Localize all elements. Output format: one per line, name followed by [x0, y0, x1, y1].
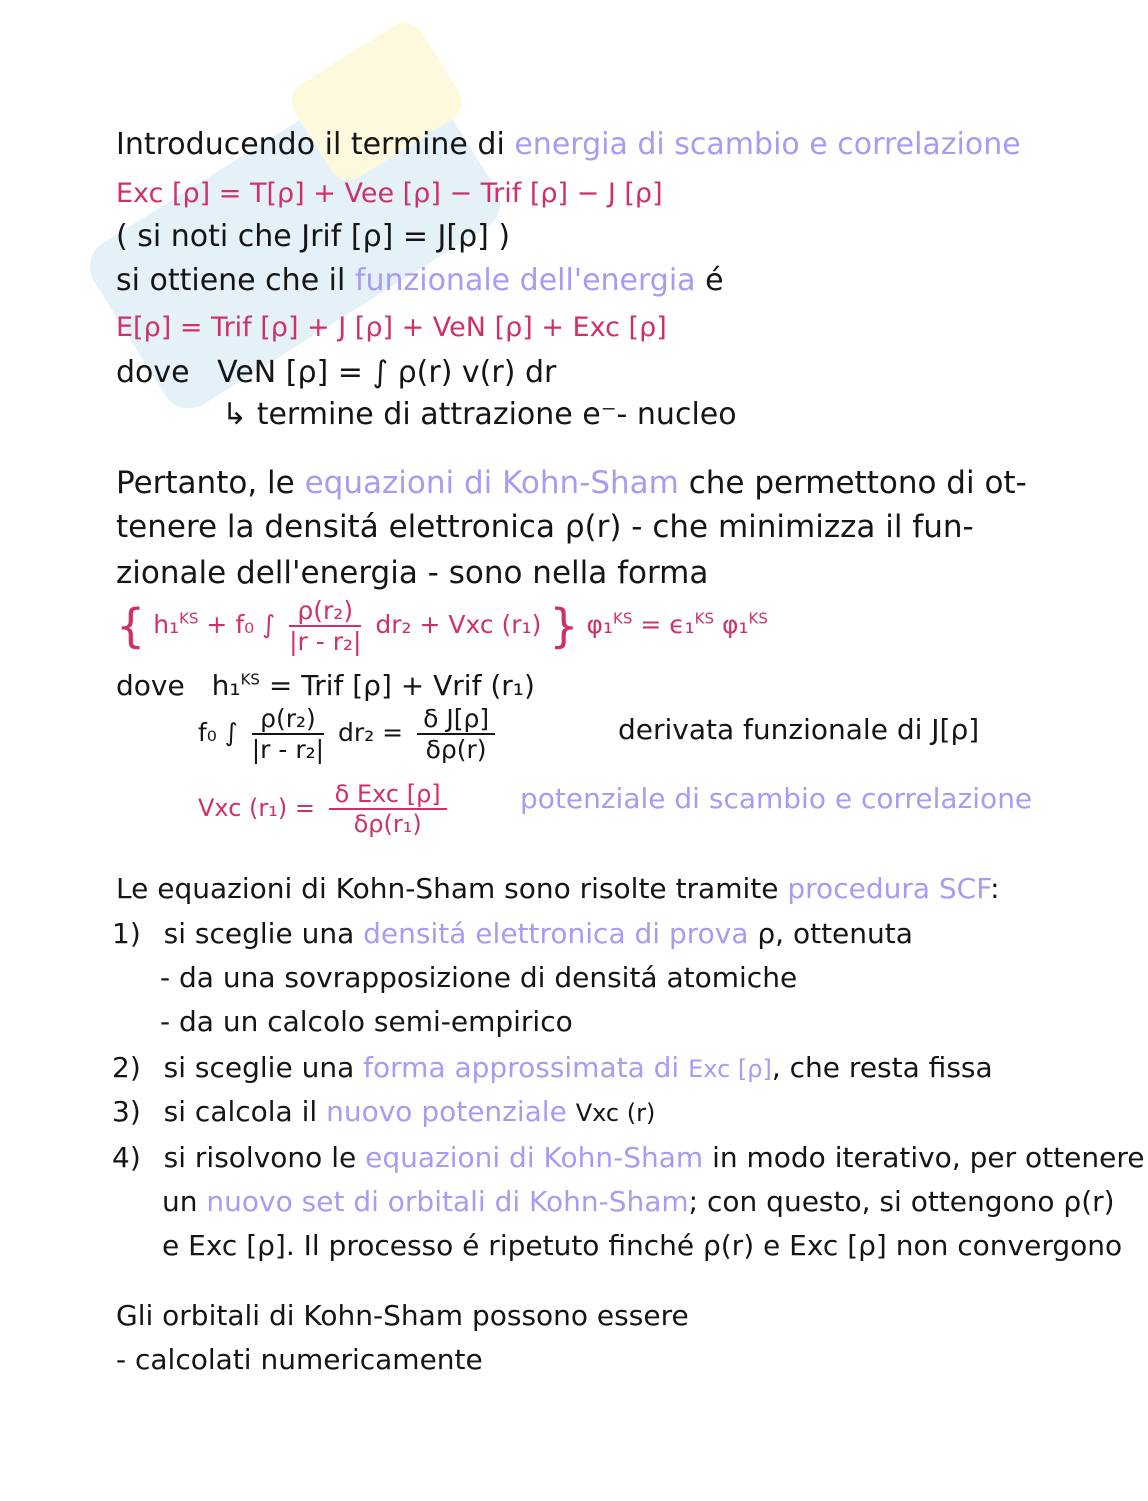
- step-4: 4) si risolvono le equazioni di Kohn-Sham in modo iterativo, per ottenere: [112, 1141, 1145, 1174]
- note-line: ( si noti che Jrif [ρ] = J[ρ] ): [116, 219, 511, 254]
- ks-intro-line-1: Pertanto, le equazioni di Kohn-Sham che permettono di ot-: [116, 465, 1027, 501]
- ks-equation: { h₁$^{KS}$ + f₀ ∫ $\frac{\text{ρ(r₂)}}{\text{|r - r₂|}}$ dr₂ + Vxc (r₁) } φ₁$^{KS}$ = ϵ₁$^{KS}$ φ₁$^{KS}$: [116, 596, 768, 656]
- step-4-line-3: e Exc [ρ]. Il processo é ripetuto finché ρ(r) e Exc [ρ] non convergono: [162, 1229, 1123, 1262]
- approx-form-highlight: forma approssimata di: [363, 1051, 680, 1084]
- orbitals-line: Gli orbitali di Kohn-Sham possono essere: [116, 1299, 689, 1332]
- step-1-option-1: - da una sovrapposizione di densitá atomiche: [160, 961, 798, 994]
- step-2: 2) si sceglie una forma approssimata di Exc [ρ], che resta fissa: [112, 1051, 993, 1084]
- step-1: 1) si sceglie una densitá elettronica di prova ρ, ottenuta: [112, 917, 913, 950]
- step-4-line-2: un nuovo set di orbitali di Kohn-Sham; con questo, si ottengono ρ(r): [162, 1185, 1115, 1218]
- step-1-option-2: - da un calcolo semi-empirico: [160, 1005, 573, 1038]
- trial-density-highlight: densitá elettronica di prova: [363, 917, 749, 950]
- new-orbitals-highlight: nuovo set di orbitali di Kohn-Sham: [206, 1185, 689, 1218]
- vxc-label: potenziale di scambio e correlazione: [520, 782, 1033, 815]
- step-3: 3) si calcola il nuovo potenziale Vxc (r): [112, 1095, 656, 1128]
- ks-equations-highlight-2: equazioni di Kohn-Sham: [365, 1141, 704, 1174]
- scf-intro: Le equazioni di Kohn-Sham sono risolte tramite procedura SCF:: [116, 872, 1000, 905]
- energy-functional-highlight: funzionale dell'energia: [354, 263, 696, 298]
- new-potential-highlight: nuovo potenziale: [326, 1095, 567, 1128]
- functional-line: si ottiene che il funzionale dell'energia é: [116, 263, 724, 298]
- ks-intro-line-3: zionale dell'energia - sono nella forma: [116, 555, 709, 591]
- intro-text: Introducendo il termine di: [116, 127, 505, 162]
- attraction-note: ↳ termine di attrazione e⁻- nucleo: [222, 397, 737, 432]
- ks-fraction: $\frac{\text{ρ(r₂)}}{\text{|r - r₂|}}$: [289, 596, 362, 656]
- energy-equation: E[ρ] = Trif [ρ] + J [ρ] + VeN [ρ] + Exc [ρ]: [116, 312, 667, 343]
- ven-definition: dove VeN [ρ] = ∫ ρ(r) v(r) dr: [116, 355, 557, 390]
- exc-equation: Exc [ρ] = T[ρ] + Vee [ρ] − Trif [ρ] − J [ρ]: [116, 178, 663, 209]
- exc-term-highlight: energia di scambio e correlazione: [514, 127, 1021, 162]
- intro-line: [116, 127, 1021, 162]
- h1-definition: dove h₁$^{KS}$ = Trif [ρ] + Vrif (r₁): [116, 669, 535, 702]
- derivative-label: derivata funzionale di J[ρ]: [618, 713, 980, 746]
- ks-equations-highlight: equazioni di Kohn-Sham: [304, 465, 679, 501]
- ks-intro-line-2: tenere la densitá elettronica ρ(r) - che minimizza il fun-: [116, 509, 974, 545]
- arrow-icon: ↳: [222, 397, 248, 432]
- scf-highlight: procedura SCF: [787, 872, 991, 905]
- orbitals-option-1: - calcolati numericamente: [116, 1343, 483, 1376]
- coulomb-derivative: f₀ ∫ $\frac{\text{ρ(r₂)}}{\text{|r - r₂|}}$ dr₂ = $\frac{\text{δ J[ρ]}}{\delta\rho(r)}$: [198, 706, 501, 762]
- vxc-definition: Vxc (r₁) = $\frac{\text{δ Exc [ρ]}}{\text{δρ(r₁)}}$: [198, 782, 453, 836]
